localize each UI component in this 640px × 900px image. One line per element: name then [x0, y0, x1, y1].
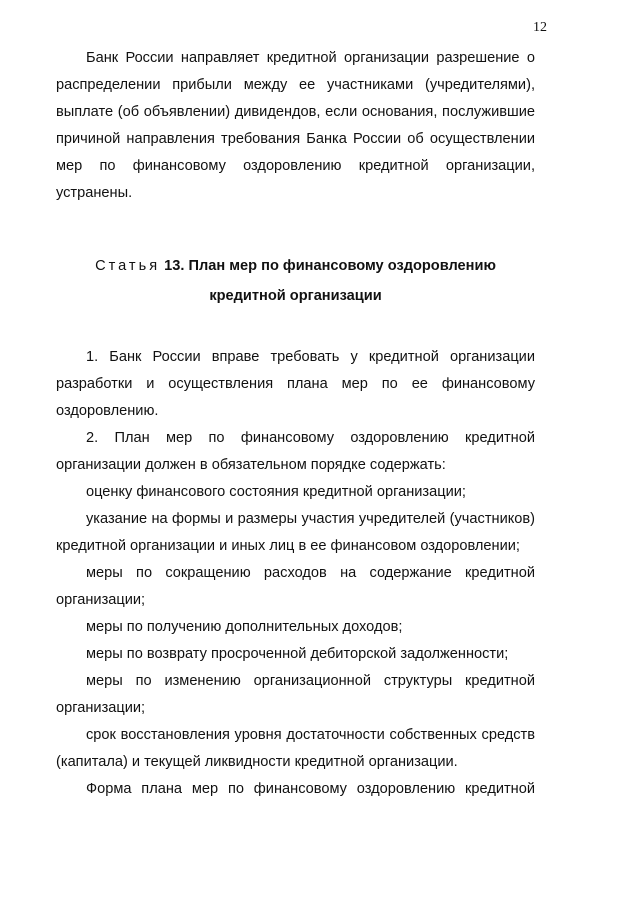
- article-title: 13. План мер по финансовому оздоровлению: [164, 258, 496, 274]
- list-item: указание на формы и размеры участия учредителей (участников) кредитной организации и иных лиц в ее финансовом оздоровлении;: [56, 511, 535, 554]
- article-label: Статья: [95, 258, 161, 274]
- paragraph-last: Форма плана мер по финансовому оздоровлению кредитной: [86, 781, 535, 797]
- paragraph-1: 1. Банк России вправе требовать у кредитной организации разработки и осуществления плана мер по ее финансовому оздоровлению.: [56, 349, 535, 419]
- paragraph-intro: Банк России направляет кредитной организации разрешение о распределении прибыли между ее участниками (учредителями), выплате (об объявлении) дивидендов, если основания, послужившие причиной направления требования Банка России об осуществлении мер по финансовому оздоровлению кредитной организации, устранены.: [56, 50, 535, 201]
- page-number: 12: [533, 20, 547, 35]
- list-item: меры по получению дополнительных доходов;: [86, 619, 403, 635]
- article-heading: [56, 251, 535, 311]
- list-item: меры по сокращению расходов на содержание кредитной организации;: [56, 565, 535, 608]
- document-body: [56, 45, 535, 803]
- list-item: меры по возврату просроченной дебиторской задолженности;: [86, 646, 509, 662]
- article-title-line2: кредитной организации: [209, 288, 382, 304]
- list-item: оценку финансового состояния кредитной организации;: [86, 484, 466, 500]
- list-item: срок восстановления уровня достаточности собственных средств (капитала) и текущей ликвидности кредитной организации.: [56, 727, 535, 770]
- list-item: меры по изменению организационной структуры кредитной организации;: [56, 673, 535, 716]
- paragraph-2: 2. План мер по финансовому оздоровлению кредитной организации должен в обязательном порядке содержать:: [56, 430, 535, 473]
